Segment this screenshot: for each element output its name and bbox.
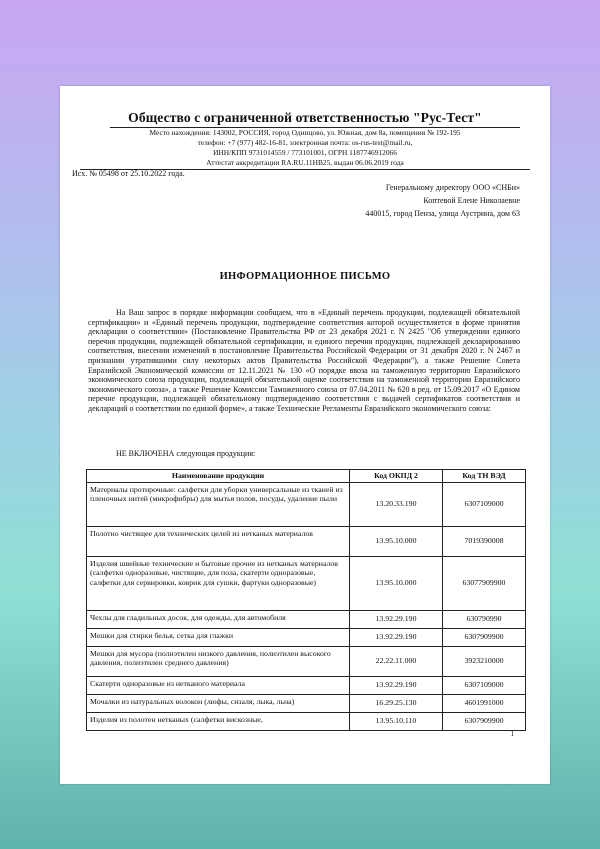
product-name: Изделия из полотен нетканых (салфетки вискозные, bbox=[87, 712, 350, 730]
product-name: Мочалки из натуральных волокон (люфы, сизаля, лыка, льна) bbox=[87, 694, 350, 712]
letterhead-inn: ИНН/КПП 9731014559 / 773101001, ОГРН 1187746912066 bbox=[213, 148, 397, 157]
letterhead-accreditation: Аттестат аккредитации RA.RU.11НВ25, выдан 06.06.2019 года bbox=[206, 158, 404, 167]
table-row bbox=[87, 482, 526, 526]
table-row bbox=[87, 694, 526, 712]
product-name: Мешки для мусора (полиэтилен низкого давления, полиэтилен высокого давления, полиэтилен среднего давления) bbox=[87, 646, 350, 676]
document-page bbox=[60, 86, 550, 784]
tnved-code: 3923210000 bbox=[443, 646, 526, 676]
outgoing-reference: Исх. № 05498 от 25.10.2022 года. bbox=[72, 169, 185, 178]
okpd-code: 13.20.33.190 bbox=[350, 482, 443, 526]
recipient-block bbox=[365, 181, 520, 220]
letter-title: ИНФОРМАЦИОННОЕ ПИСЬМО bbox=[219, 271, 391, 282]
product-name: Чехлы для гладильных досок, для одежды, для автомобиля bbox=[87, 610, 350, 628]
table-header-row bbox=[87, 470, 526, 483]
table-row bbox=[87, 556, 526, 610]
tnved-code: 6307909900 bbox=[443, 712, 526, 730]
recipient-address: 440015, город Пенза, улица Аустрина, дом 63 bbox=[365, 209, 520, 218]
okpd-code: 13.92.29.190 bbox=[350, 628, 443, 646]
product-name: Полотно чистящее для технических целей из нетканых материалов bbox=[87, 526, 350, 556]
table-row bbox=[87, 712, 526, 730]
okpd-code: 16.29.25.130 bbox=[350, 694, 443, 712]
okpd-code: 13.95.10.000 bbox=[350, 556, 443, 610]
table-row bbox=[87, 628, 526, 646]
recipient-position: Генеральному директору ООО «СНБи» bbox=[385, 183, 520, 192]
letterhead-address: Место нахождения: 143002, РОССИЯ, город Одинцово, ул. Южная, дом 8а, помещения № 192-195 bbox=[149, 128, 461, 137]
header-tnved: Код ТН ВЭД bbox=[443, 470, 526, 483]
company-name: Общество с ограниченной ответственностью "Рус-Тест" bbox=[128, 110, 482, 125]
okpd-code: 13.92.29.190 bbox=[350, 676, 443, 694]
product-name: Скатерти одноразовые из нетканого материала bbox=[87, 676, 350, 694]
recipient-name: Коптевой Елене Николаевне bbox=[423, 196, 520, 205]
tnved-code: 63077909900 bbox=[443, 556, 526, 610]
table-row bbox=[87, 526, 526, 556]
letterhead-contacts: телефон: +7 (977) 482-16-81, электронная почта: os-rus-test@mail.ru, bbox=[197, 138, 413, 147]
products-table bbox=[86, 469, 526, 731]
header-product-name: Наименование продукции bbox=[87, 470, 350, 483]
okpd-code: 22.22.11.000 bbox=[350, 646, 443, 676]
okpd-code: 13.92.29.190 bbox=[350, 610, 443, 628]
table-row bbox=[87, 646, 526, 676]
tnved-code: 6307109000 bbox=[443, 676, 526, 694]
product-name: Мешки для стирки белья, сетка для глажки bbox=[87, 628, 350, 646]
product-name: Материалы протирочные: салфетки для уборки универсальные из тканей из пленочных нитей (микрофибры) для мытья полов, посуды, удаление пыли bbox=[87, 482, 350, 526]
tnved-code: 6307109000 bbox=[443, 482, 526, 526]
header-okpd: Код ОКПД 2 bbox=[350, 470, 443, 483]
table-row bbox=[87, 610, 526, 628]
okpd-code: 13.95.10.110 bbox=[350, 712, 443, 730]
letter-body: На Ваш запрос в порядке информации сообщаем, что в «Единый перечень продукции, подлежащей обязательной сертификации» и «Единый перечень продукции, подтверждение соответствия которой осуществляется в форме принятия декларации о соответствии» (Постановление Правительства РФ от 23 декабря 2021 г. N 2425 "Об утверждении единого перечня продукции, подлежащей обязательной сертификации, и единого перечня продукции, подлежащей декларированию соответствия, внесении изменений в постановление Правительства Российской Федерации от 31 декабря 2020 г. N 2467 и признании утратившими силу некоторых актов Правительства Российской Федерации"), а также Решение Совета Евразийской Экономической комиссии от 12.11.2021 № 130 «О порядке ввоза на таможенную территорию Евразийского экономического союза продукции, подлежащей обязательной оценке соответствия на таможенной территории Евразийского экономического союза», а также Решение Комиссии Таможенного союза от 07.04.2011 № 620 в ред. от 15.09.2017 «О Едином перечне продукции, подлежащей обязательному подтверждению соответствия с выдачей сертификатов соответствия и деклараций о соответствии по единой форме», а также Технические Регламенты Евразийского экономического союза: bbox=[88, 308, 520, 413]
tnved-code: 7019390008 bbox=[443, 526, 526, 556]
tnved-code: 6307909900 bbox=[443, 628, 526, 646]
page-number: 1 bbox=[510, 730, 514, 738]
tnved-code: 4601991000 bbox=[443, 694, 526, 712]
tnved-code: 630790990 bbox=[443, 610, 526, 628]
product-name: Изделия швейные технические и бытовые прочие из нетканых материалов (салфетки одноразовые, чистящие, для пола, скатерти одноразовые, салфетки для сервировки, коврик для сушки, фартуки одноразовые) bbox=[87, 556, 350, 610]
okpd-code: 13.95.10.000 bbox=[350, 526, 443, 556]
not-included-heading: НЕ ВКЛЮЧЕНА следующая продукция: bbox=[116, 449, 256, 458]
table-row bbox=[87, 676, 526, 694]
